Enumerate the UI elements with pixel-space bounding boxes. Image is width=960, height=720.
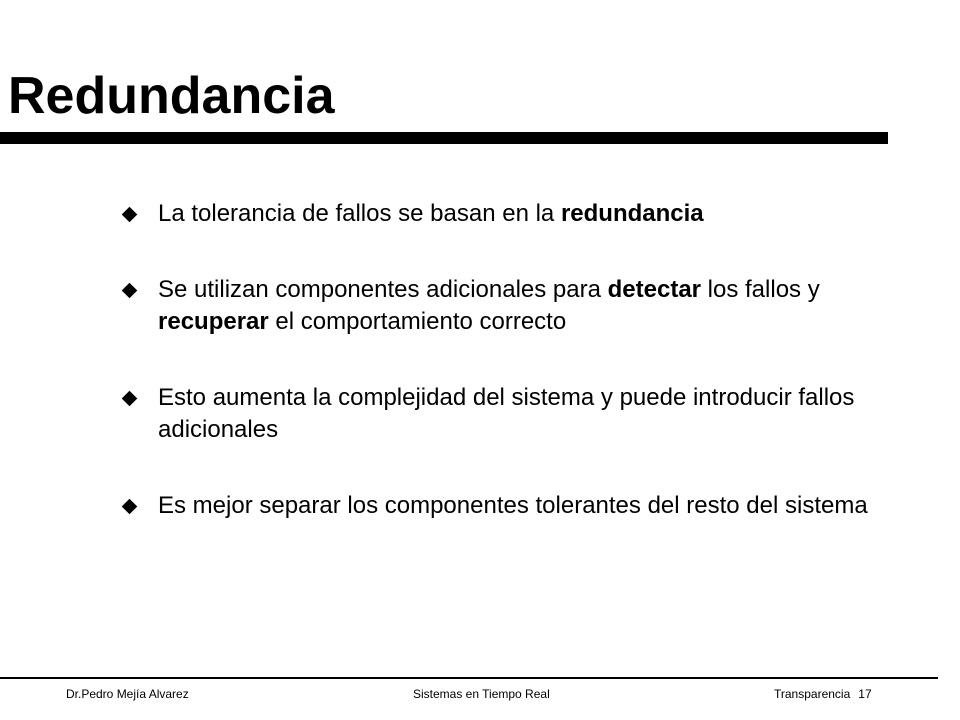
bullet-text: Es mejor separar los componentes tolerantes del resto del sistema — [158, 492, 868, 519]
footer-author: Dr.Pedro Mejía Alvarez — [66, 687, 189, 701]
bullet-item — [122, 274, 882, 338]
bullet-text: el comportamiento correcto — [268, 308, 567, 335]
bullet-text: los fallos y — [701, 276, 820, 303]
footer-page-number: 17 — [858, 687, 872, 701]
bullet-item — [122, 198, 882, 230]
footer-page-label: Transparencia — [774, 687, 851, 701]
footer-page — [774, 687, 872, 701]
bullet-emphasis: redundancia — [560, 200, 704, 227]
title-rule — [0, 132, 888, 144]
bullet-item — [122, 382, 882, 446]
footer-course: Sistemas en Tiempo Real — [413, 687, 550, 701]
footer-rule — [0, 677, 938, 679]
diamond-bullet-icon — [122, 207, 138, 223]
bullet-text: Esto aumenta la complejidad del sistema y puede introducir fallos adicionales — [158, 384, 855, 443]
bullet-emphasis: detectar — [607, 276, 701, 303]
bullet-list — [122, 198, 882, 522]
diamond-bullet-icon — [122, 391, 138, 407]
bullet-item — [122, 490, 882, 522]
diamond-bullet-icon — [122, 283, 138, 299]
diamond-bullet-icon — [122, 499, 138, 515]
bullet-text: La tolerancia de fallos se basan en la — [158, 200, 561, 227]
bullet-emphasis: recuperar — [158, 308, 269, 335]
bullet-text: Se utilizan componentes adicionales para — [158, 276, 608, 303]
slide-title: Redundancia — [8, 67, 335, 125]
